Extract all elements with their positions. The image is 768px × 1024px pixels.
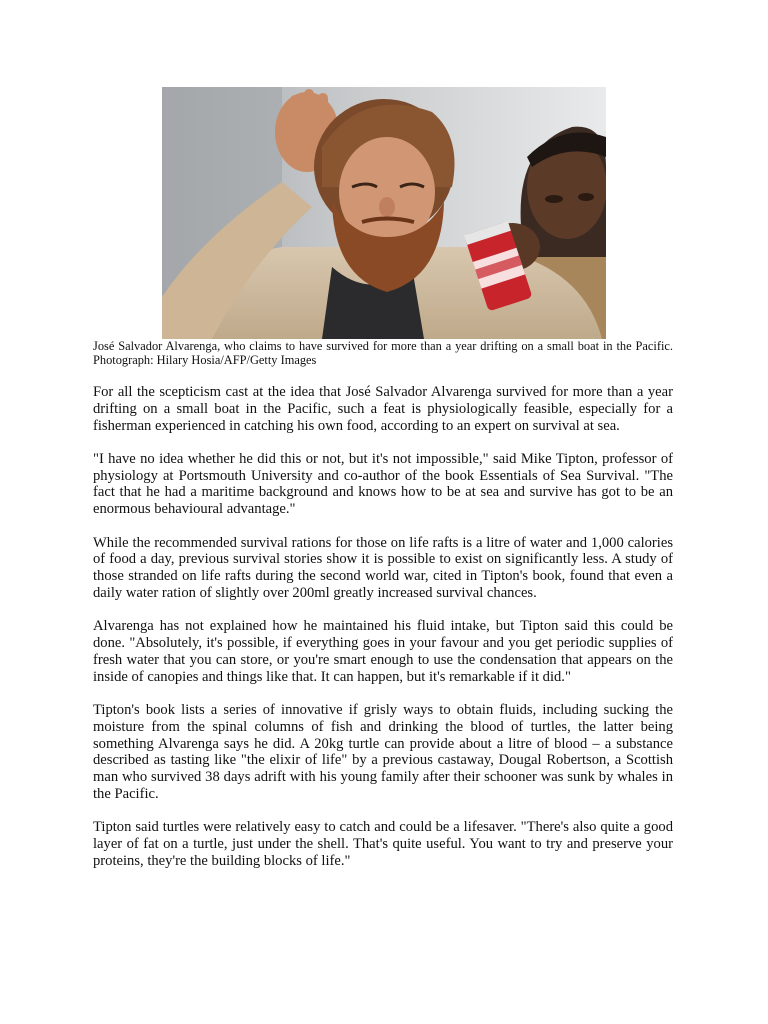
photo-caption: José Salvador Alvarenga, who claims to have survived for more than a year drifting on a small boat in the Pacific. Photograph: Hilary Hosia/AFP/Getty Images [93,339,673,367]
article-paragraph: Tipton said turtles were relatively easy to catch and could be a lifesaver. "There's also quite a good layer of fat on a turtle, just under the shell. That's quite useful. You want to try and preserve your proteins, they're the building blocks of life." [93,819,673,869]
article-paragraph: For all the scepticism cast at the idea that José Salvador Alvarenga survived for more than a year drifting on a small boat in the Pacific, such a feat is physiologically feasible, especially for a fisherman experienced in catching his own food, according to an expert on survival at sea. [93,384,673,434]
photo-illustration [162,87,606,339]
article-paragraph: Alvarenga has not explained how he maintained his fluid intake, but Tipton said this could be done. "Absolutely, it's possible, if everything goes in your favour and you get periodic supplies of fresh water that you can store, or you're smart enough to use the condensation that appears on the inside of canopies and things like that. It can happen, but it's remarkable if it did." [93,618,673,685]
article-body [93,384,673,886]
article-paragraph: Tipton's book lists a series of innovative if grisly ways to obtain fluids, including sucking the moisture from the spinal columns of fish and drinking the blood of turtles, the latter being something Alvarenga says he did. A 20kg turtle can provide about a litre of blood – a substance described as tasting like "the elixir of life" by a previous castaway, Dougal Robertson, a Scottish man who survived 38 days adrift with his young family after their schooner was sunk by whales in the Pacific. [93,701,673,802]
article-paragraph: "I have no idea whether he did this or not, but it's not impossible," said Mike Tipton, professor of physiology at Portsmouth University and co-author of the book Essentials of Sea Survival. "The fact that he had a maritime background and knows how to be at sea and survive has got to be an enormous behavioural advantage." [93,450,673,518]
article-paragraph: While the recommended survival rations for those on life rafts is a litre of water and 1,000 calories of food a day, previous survival stories show it is possible to exist on significantly less. A study of those stranded on life rafts during the second world war, cited in Tipton's book, found that even a daily water ration of slightly over 200ml greatly increased survival chances. [93,534,673,601]
article-photo [162,87,606,339]
